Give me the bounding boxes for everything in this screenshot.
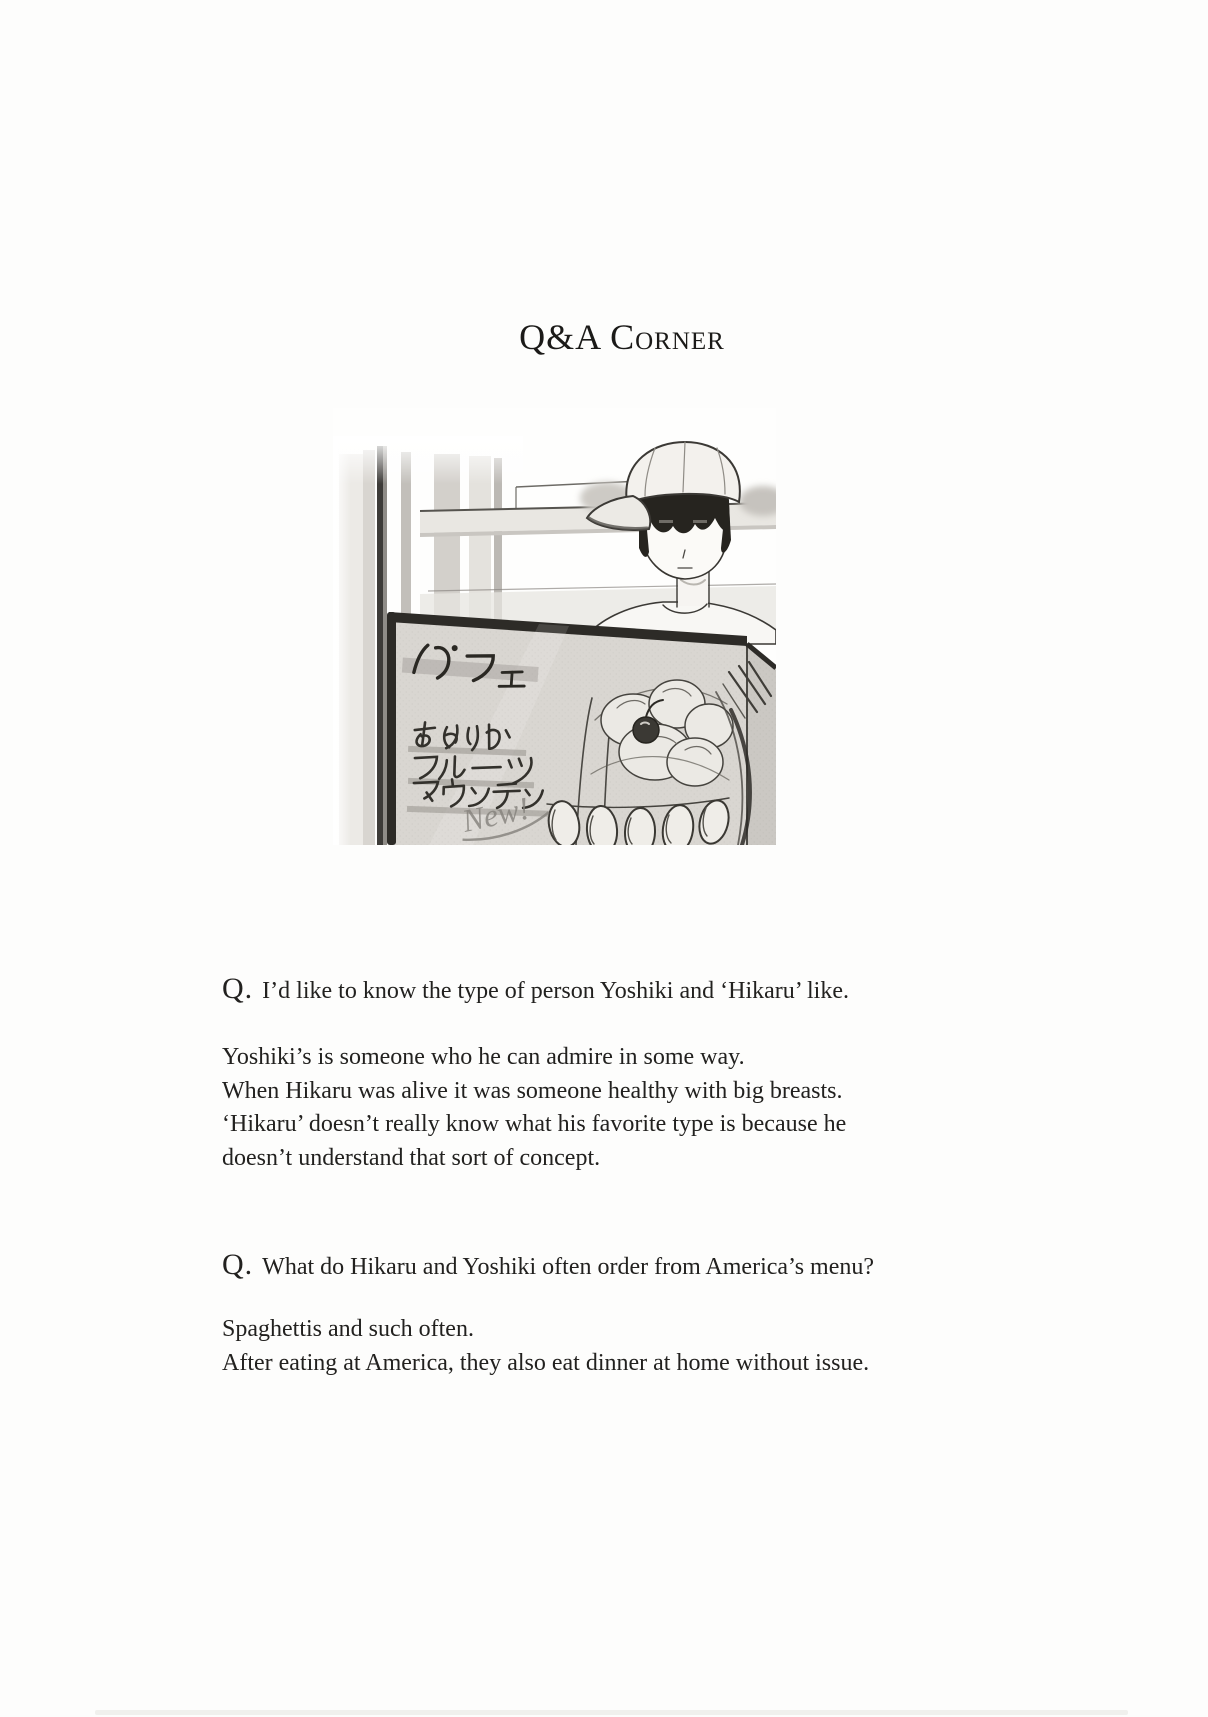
new-label-text: New! xyxy=(458,789,533,839)
answer-block-1 xyxy=(222,1041,846,1175)
question-marker: Q. xyxy=(222,1248,254,1281)
question-row-2 xyxy=(222,1248,874,1282)
answer-block-2 xyxy=(222,1313,869,1380)
cherry xyxy=(633,717,659,743)
answer-line: doesn’t understand that sort of concept. xyxy=(222,1144,601,1171)
manga-panel-art xyxy=(333,408,776,845)
page-bottom-scan-edge xyxy=(95,1710,1128,1715)
question-marker: Q. xyxy=(222,972,254,1005)
answer-line: ‘Hikaru’ doesn’t really know what his favorite type is because he xyxy=(222,1111,847,1137)
question-row-1 xyxy=(222,972,849,1006)
page-title: Q&A Corner xyxy=(519,317,725,357)
answer-line: Yoshiki’s is someone who he can admire in some way. xyxy=(222,1044,745,1070)
question-text: What do Hikaru and Yoshiki often order from America’s menu? xyxy=(262,1254,875,1280)
question-text: I’d like to know the type of person Yoshiki and ‘Hikaru’ like. xyxy=(262,978,849,1004)
answer-line: Spaghettis and such often. xyxy=(222,1316,474,1342)
manga-panel-illustration xyxy=(333,408,776,845)
answer-line: After eating at America, they also eat dinner at home without issue. xyxy=(222,1349,870,1376)
answer-line: When Hikaru was alive it was someone healthy with big breasts. xyxy=(222,1077,843,1104)
